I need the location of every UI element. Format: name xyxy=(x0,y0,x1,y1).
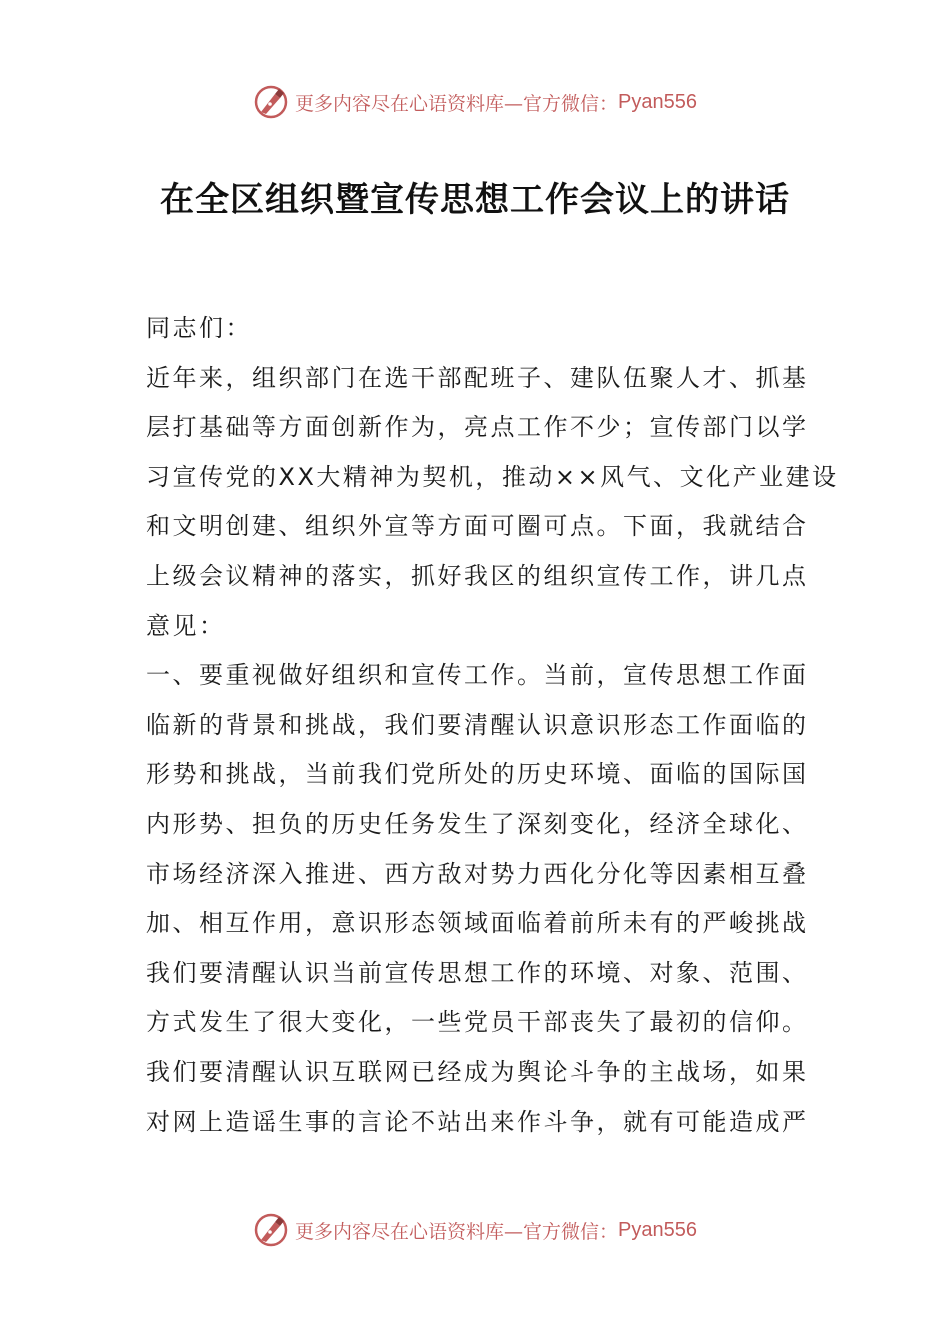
wechat-id: Pyan556 xyxy=(618,1218,697,1241)
body-line: 意见： xyxy=(146,611,226,640)
body-line: 我们要清醒认识互联网已经成为舆论斗争的主战场，如果 xyxy=(146,1057,809,1086)
body-line: 同志们： xyxy=(146,314,252,342)
body-line: 和文明创建、组织外宣等方面可圈可点。下面，我就结合 xyxy=(146,512,809,541)
watermark-header xyxy=(0,82,950,122)
watermark-footer xyxy=(0,1210,950,1250)
pen-nib-logo-icon xyxy=(253,1212,289,1248)
body-line: 习宣传党的XX大精神为契机，推动××风气、文化产业建设 xyxy=(146,462,839,491)
body-line: 一、要重视做好组织和宣传工作。当前，宣传思想工作面 xyxy=(146,661,809,690)
body-line: 近年来，组织部门在选干部配班子、建队伍聚人才、抓基 xyxy=(146,363,809,392)
document-title: 在全区组织暨宣传思想工作会议上的讲话 xyxy=(160,180,790,220)
body-line: 加、相互作用，意识形态领域面临着前所未有的严峻挑战 xyxy=(146,909,809,938)
body-line: 临新的背景和挑战，我们要清醒认识意识形态工作面临的 xyxy=(146,710,809,739)
watermark-text: 更多内容尽在心语资料库—官方微信： xyxy=(295,92,619,115)
body-line: 我们要清醒认识当前宣传思想工作的环境、对象、范围、 xyxy=(146,958,809,987)
body-line: 市场经济深入推进、西方敌对势力西化分化等因素相互叠 xyxy=(146,859,809,888)
watermark-text: 更多内容尽在心语资料库—官方微信： xyxy=(295,1220,619,1243)
wechat-id: Pyan556 xyxy=(618,90,697,113)
pen-nib-logo-icon xyxy=(253,84,289,120)
body-line: 形势和挑战，当前我们党所处的历史环境、面临的国际国 xyxy=(146,760,809,789)
body-line: 内形势、担负的历史任务发生了深刻变化，经济全球化、 xyxy=(146,809,809,838)
body-line: 方式发生了很大变化，一些党员干部丧失了最初的信仰。 xyxy=(146,1008,809,1037)
body-line: 对网上造谣生事的言论不站出来作斗争，就有可能造成严 xyxy=(146,1107,809,1136)
document-body xyxy=(146,304,839,1147)
body-line: 上级会议精神的落实，抓好我区的组织宣传工作，讲几点 xyxy=(146,561,809,590)
body-line: 层打基础等方面创新作为，亮点工作不少；宣传部门以学 xyxy=(146,413,809,442)
